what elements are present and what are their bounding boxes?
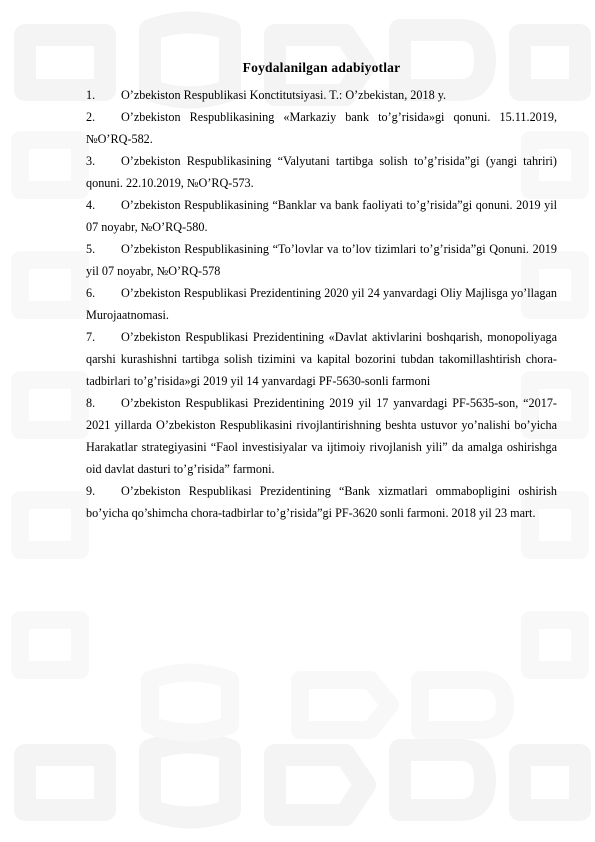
reference-text: O’zbekiston Respublikasining “Banklar va bank faoliyati to’g’risida”gi qonuni. 2019 yil 07 noyabr, №O’RQ-580. <box>86 198 557 234</box>
reference-item <box>86 392 557 480</box>
reference-number: 7. <box>86 330 96 344</box>
reference-text: O’zbekiston Respublikasi Prezidentining “Bank xizmatlari ommabopligini oshirish bo’yicha qo’shimcha chora-tadbirlar to’g’risida”gi PF-3620 sonli farmoni. 2018 yil 23 mart. <box>86 484 557 520</box>
page-title: Foydalanilgan adabiyotlar <box>242 60 401 75</box>
reference-number: 6. <box>86 286 96 300</box>
reference-number: 5. <box>86 242 96 256</box>
reference-item <box>86 238 557 282</box>
reference-item <box>86 326 557 392</box>
reference-text: O’zbekiston Respublikasi Prezidentining 2020 yil 24 yanvardagi Oliy Majlisga yo’llagan Murojaatnomasi. <box>86 286 557 322</box>
reference-item <box>86 480 557 524</box>
reference-number: 4. <box>86 198 96 212</box>
reference-item <box>86 150 557 194</box>
reference-text: O’zbekiston Respublikasining «Markaziy bank to’g’risida»gi qonuni. 15.11.2019, №O’RQ-582. <box>86 110 557 146</box>
reference-text: O’zbekiston Respublikasi Prezidentining «Davlat aktivlarini boshqarish, monopoliyaga qarshi kurashishni tartibga solish tizimini va kapital bozorini tubdan takomillashtirish chora-tadbirlari to’g’risida»gi 2019 yil 14 yanvardagi PF-5630-sonli farmoni <box>86 330 557 388</box>
reference-item <box>86 194 557 238</box>
reference-number: 9. <box>86 484 96 498</box>
reference-number: 2. <box>86 110 96 124</box>
reference-item <box>86 282 557 326</box>
reference-item <box>86 106 557 150</box>
reference-number: 3. <box>86 154 96 168</box>
reference-list <box>86 84 557 524</box>
references-page <box>86 58 557 524</box>
reference-text: O’zbekiston Respublikasi Prezidentining 2019 yil 17 yanvardagi PF-5635-son, “2017-2021 yillarda O’zbekiston Respublikasini rivojlantirishning beshta ustuvor yo’nalishi bo’yicha Harakatlar strategiyasini “Faol investisiyalar va ijtimoiy rivojlanish yili” da amalga oshirishga oid davlat dasturi to’g’risida” farmoni. <box>86 396 557 476</box>
reference-text: O’zbekiston Respublikasi Konctitutsiyasi. T.: O’zbekistan, 2018 y. <box>121 88 447 102</box>
reference-item <box>86 84 557 106</box>
reference-text: O’zbekiston Respublikasining “Valyutani tartibga solish to’g’risida”gi (yangi tahriri) qonuni. 22.10.2019, №O’RQ-573. <box>86 154 557 190</box>
reference-number: 8. <box>86 396 96 410</box>
reference-text: O’zbekiston Respublikasining “To’lovlar va to’lov tizimlari to’g’risida”gi Qonuni. 2019 yil 07 noyabr, №O’RQ-578 <box>86 242 557 278</box>
reference-number: 1. <box>86 88 96 102</box>
